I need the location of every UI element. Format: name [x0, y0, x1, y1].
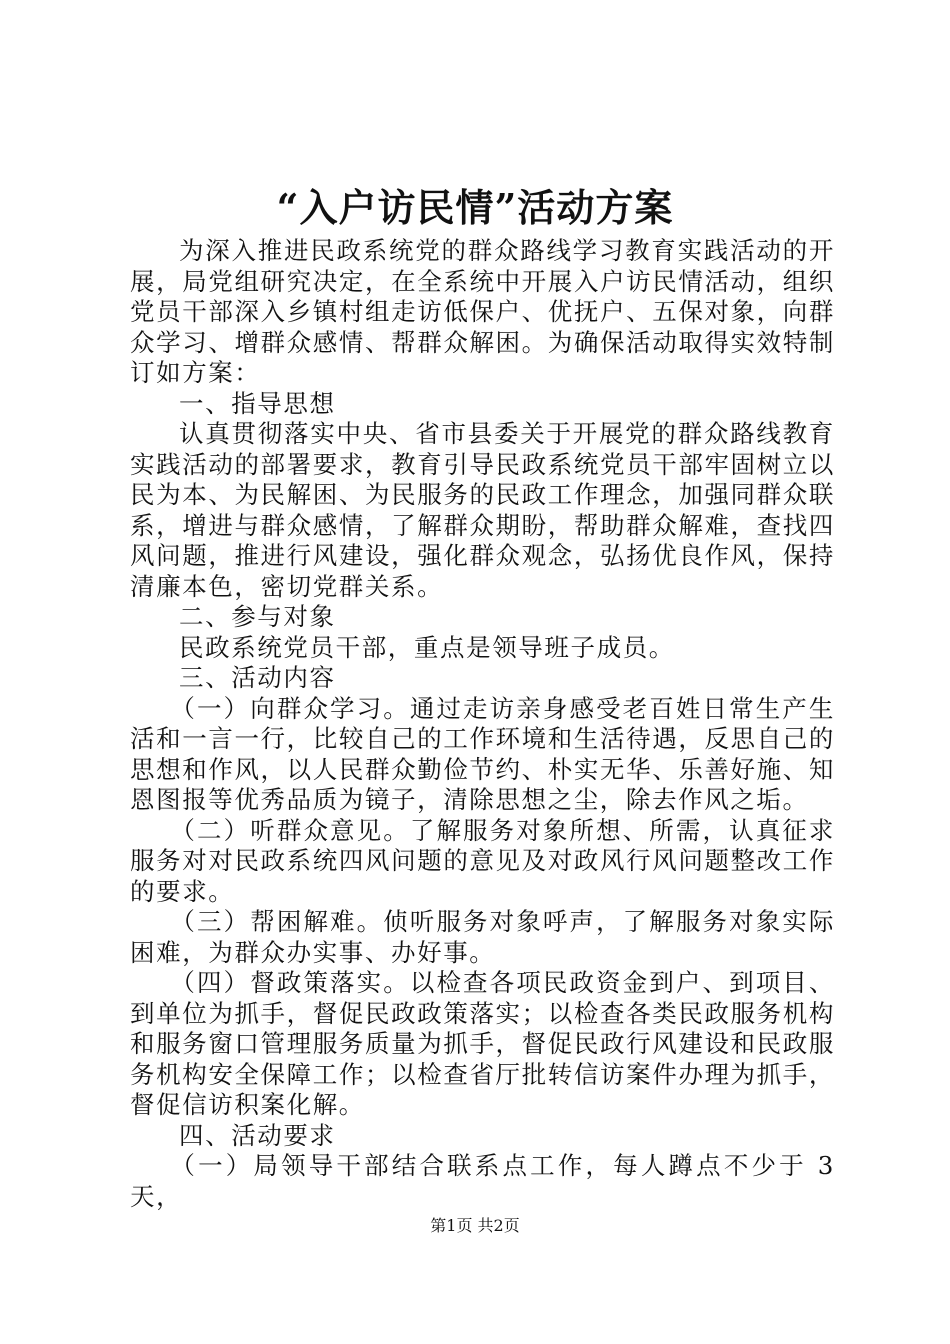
- content-item-learn-from-masses: （一）向群众学习。通过走访亲身感受老百姓日常生产生活和一言一行，比较自己的工作环境和生活待遇，反思自己的思想和作风，以人民群众勤俭节约、朴实无华、乐善好施、知恩图报等优秀品质为镜子，清除思想之尘，除去作风之垢。: [130, 693, 835, 814]
- content-item-supervise-policy: （四）督政策落实。以检查各项民政资金到户、到项目、到单位为抓手，督促民政政策落实；以检查各类民政服务机构和服务窗口管理服务质量为抓手，督促民政行风建设和民政服务机构安全保障工作；以检查省厅批转信访案件办理为抓手，督促信访积案化解。: [130, 968, 835, 1119]
- requirement-item-leaders: （一）局领导干部结合联系点工作，每人蹲点不少于 3 天，: [130, 1151, 835, 1211]
- intro-paragraph: 为深入推进民政系统党的群众路线学习教育实践活动的开展，局党组研究决定，在全系统中开展入户访民情活动，组织党员干部深入乡镇村组走访低保户、优抚户、五保对象，向群众学习、增群众感情、帮群众解困。为确保活动取得实效特制订如方案：: [130, 236, 835, 387]
- content-item-listen-to-opinions: （二）听群众意见。了解服务对象所想、所需，认真征求服务对对民政系统四风问题的意见及对政风行风问题整改工作的要求。: [130, 815, 835, 906]
- page-number-footer: 第1页 共2页: [430, 1216, 520, 1235]
- document-title: “入户访民情”活动方案: [276, 185, 674, 230]
- participants-paragraph: 民政系统党员干部，重点是领导班子成员。: [179, 632, 675, 662]
- section-heading-guiding-ideology: 一、指导思想: [179, 388, 336, 418]
- content-item-help-difficulties: （三）帮困解难。侦听服务对象呼声，了解服务对象实际困难，为群众办实事、办好事。: [130, 907, 835, 967]
- guiding-ideology-paragraph: 认真贯彻落实中央、省市县委关于开展党的群众路线教育实践活动的部署要求，教育引导民政系统党员干部牢固树立以民为本、为民解困、为民服务的民政工作理念，加强同群众联系，增进与群众感情，了解群众期盼，帮助群众解难，查找四风问题，推进行风建设，强化群众观念，弘扬优良作风，保持清廉本色，密切党群关系。: [130, 419, 835, 601]
- section-heading-activity-content: 三、活动内容: [179, 663, 336, 692]
- section-heading-participants: 二、参与对象: [179, 602, 336, 631]
- section-heading-activity-requirements: 四、活动要求: [179, 1120, 336, 1150]
- document-body: [130, 236, 835, 1212]
